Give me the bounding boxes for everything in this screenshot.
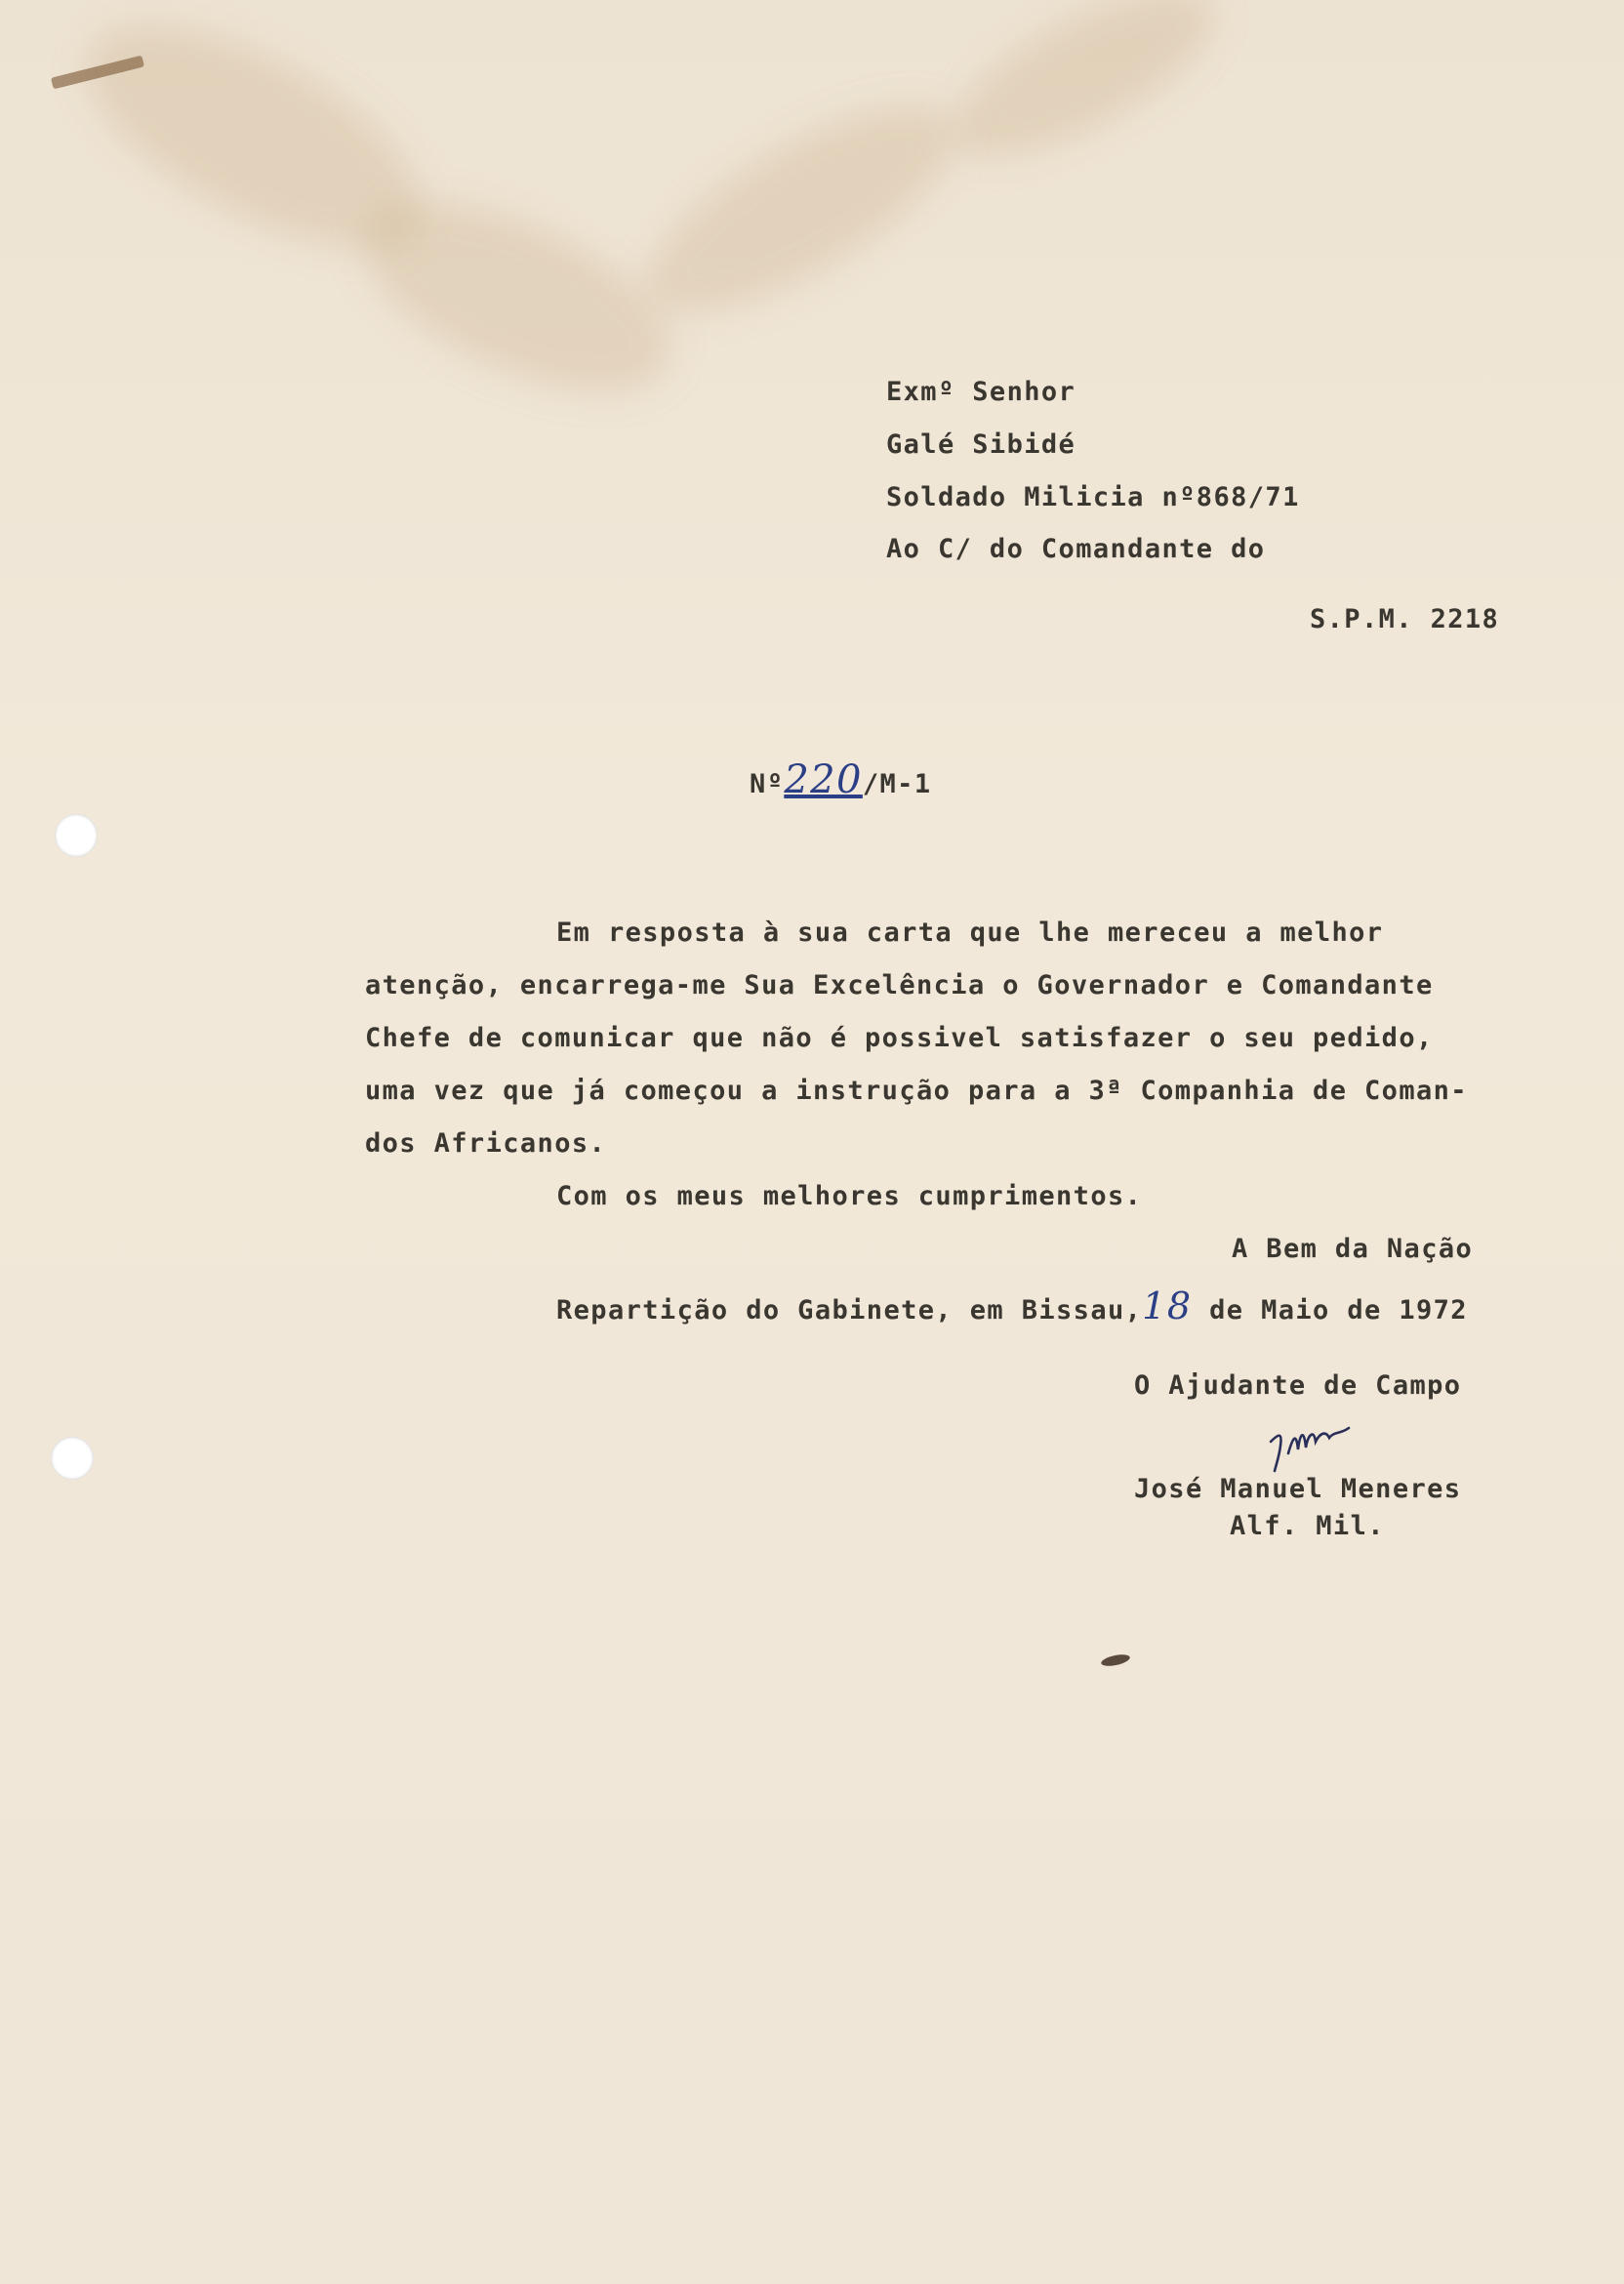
body-line-2: atenção, encarrega-me Sua Excelência o Governador e Comandante <box>365 970 1434 1000</box>
address-line-2: Galé Sibidé <box>886 429 1076 460</box>
dateline-handwritten-day: 18 <box>1142 1285 1193 1327</box>
stain <box>617 67 985 353</box>
address-line-3: Soldado Milicia nº868/71 <box>886 482 1300 512</box>
body-line-5: dos Africanos. <box>365 1128 607 1159</box>
dateline-suffix: de Maio de 1972 <box>1209 1295 1468 1326</box>
reference-prefix: Nº <box>750 769 785 799</box>
body-line-3: Chefe de comunicar que não é possivel satisfazer o seu pedido, <box>365 1023 1434 1053</box>
signatory-name: José Manuel Meneres <box>1134 1474 1462 1504</box>
body-line-1: Em resposta à sua carta que lhe mereceu a melhor <box>556 918 1384 948</box>
dateline <box>556 1285 1468 1327</box>
signatory-role: O Ajudante de Campo <box>1134 1370 1462 1401</box>
address-line-1: Exmº Senhor <box>886 377 1076 407</box>
reference-handwritten-number: 220 <box>784 757 863 802</box>
address-line-5: S.P.M. 2218 <box>1310 604 1500 634</box>
body-line-4: uma vez que já começou a instrução para a 3ª Companhia de Coman- <box>365 1076 1468 1106</box>
stain <box>929 0 1238 189</box>
reference-suffix: /M-1 <box>862 769 932 799</box>
punch-hole-top <box>55 814 98 857</box>
closing-line: Com os meus melhores cumprimentos. <box>556 1181 1143 1211</box>
signatory-rank: Alf. Mil. <box>1230 1511 1385 1541</box>
address-line-4: Ao C/ do Comandante do <box>886 534 1266 564</box>
punch-hole-bottom <box>51 1437 94 1480</box>
dateline-prefix: Repartição do Gabinete, em Bissau, <box>556 1295 1143 1326</box>
reference-number <box>750 757 932 802</box>
motto: A Bem da Nação <box>1232 1234 1474 1264</box>
handwritten-signature <box>1265 1420 1372 1479</box>
